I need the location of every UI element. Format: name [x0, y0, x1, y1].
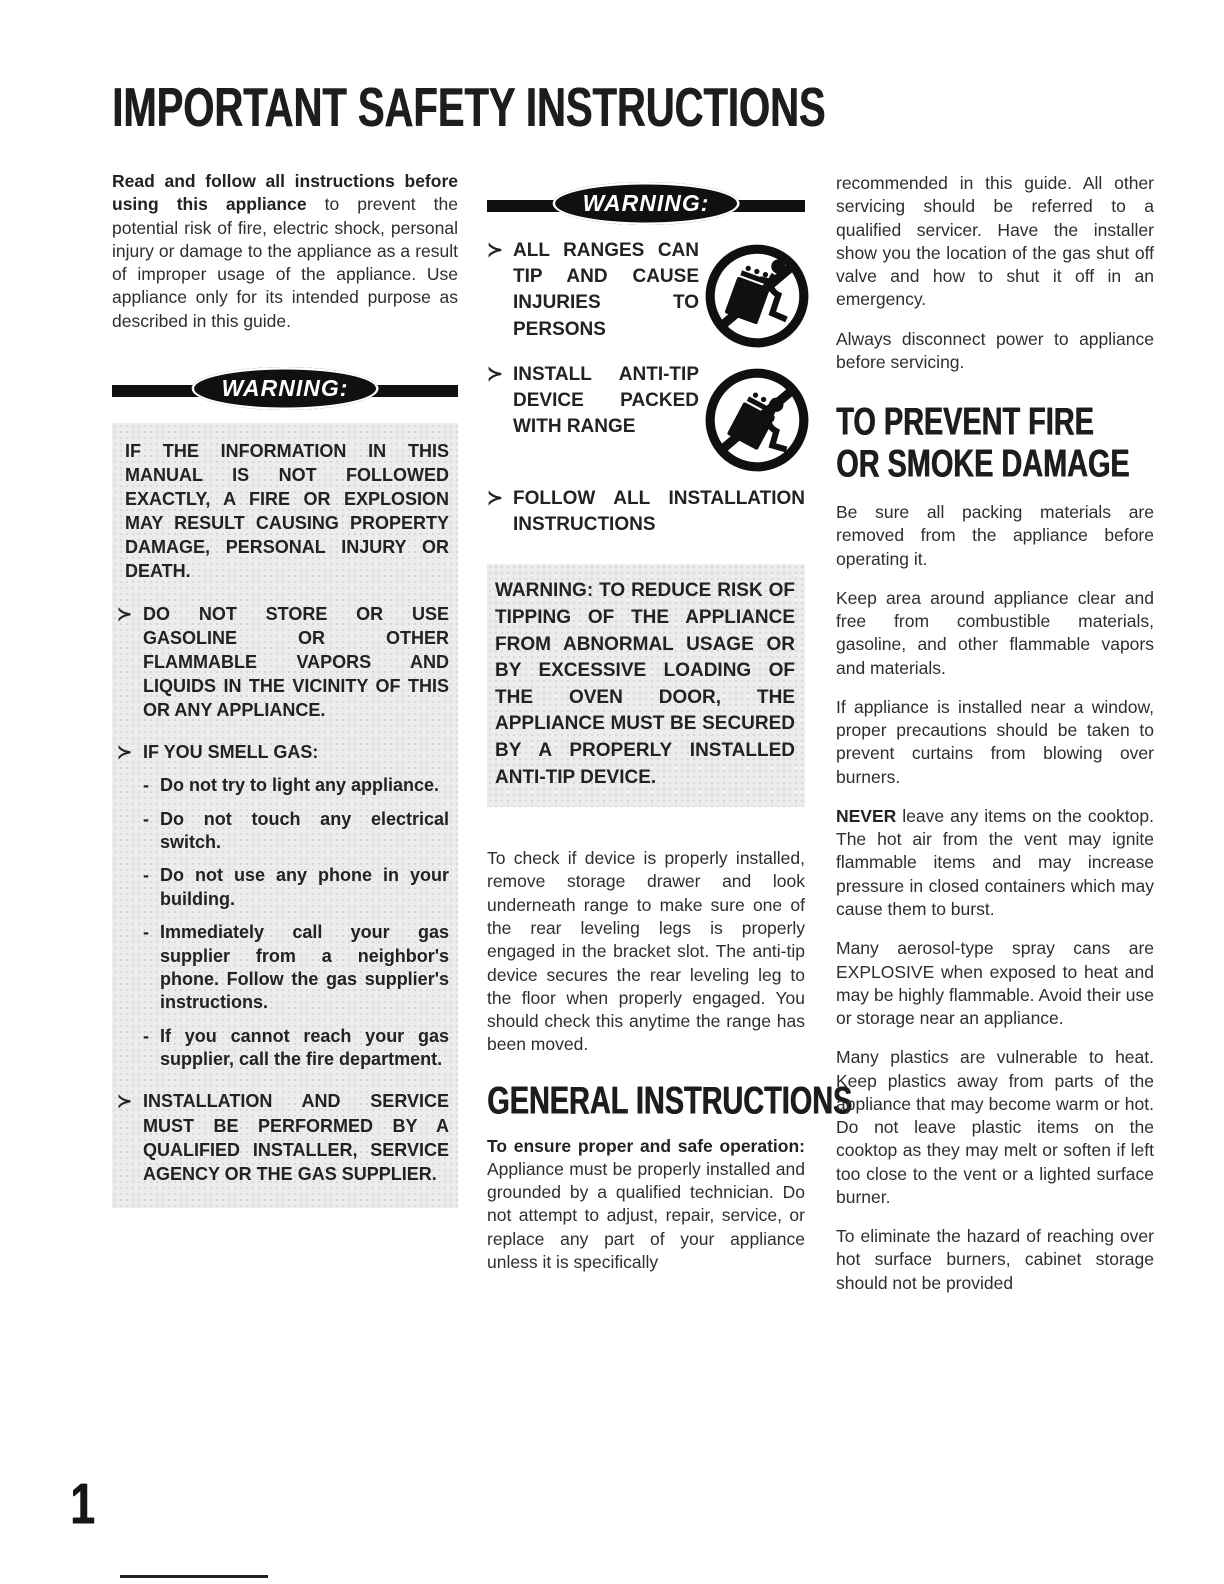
- sub-list-item: [143, 808, 449, 855]
- sub-list-item: [143, 774, 449, 797]
- never-rest: leave any items on the cooktop. The hot air from the vent may ignite flammable items and may increase pressure in closed containers which may cause them to burst.: [836, 805, 1154, 919]
- sub-list-item-text: Immediately call your gas supplier from a neighbor's phone. Follow the gas supplier's instructions.: [160, 922, 449, 1013]
- sub-list-item-text: Do not try to light any appliance.: [160, 775, 440, 796]
- column-right: [836, 172, 1154, 1311]
- dash-bullet-icon: -: [143, 808, 149, 829]
- list-item: [487, 238, 699, 343]
- dash-bullet-icon: -: [143, 922, 149, 943]
- intro-bold: Read and follow all instructions before using this appliance: [112, 171, 458, 215]
- list-item: [487, 362, 699, 441]
- section-heading-general-instructions: GENERAL INSTRUCTIONS: [487, 1078, 853, 1122]
- paragraph: [836, 805, 1154, 921]
- column-left: [112, 170, 458, 1208]
- paragraph: To eliminate the hazard of reaching over hot surface burners, cabinet storage should not be provided: [836, 1226, 1154, 1293]
- anti-tip-warning-box: WARNING: TO REDUCE RISK OF TIPPING OF THE APPLIANCE FROM ABNORMAL USAGE OR BY EXCESSIVE LOADING OF THE OVEN DOOR, THE APPLIANCE MUST BE SECURED BY A PROPERLY INSTALLED ANTI-TIP DEVICE.: [487, 564, 805, 807]
- page-title: IMPORTANT SAFETY INSTRUCTIONS: [112, 77, 826, 139]
- list-item-text: DO NOT STORE OR USE GASOLINE OR OTHER FLAMMABLE VAPORS AND LIQUIDS IN THE VICINITY OF THIS OR ANY APPLIANCE.: [143, 603, 449, 720]
- section-heading-prevent-fire: [836, 400, 1154, 483]
- warning-lead-text: IF THE INFORMATION IN THIS MANUAL IS NOT FOLLOWED EXACTLY, A FIRE OR EXPLOSION MAY RESULT CAUSING PROPERTY DAMAGE, PERSONAL INJURY OR DEATH.: [125, 440, 449, 582]
- warning-banner: [487, 182, 805, 230]
- paragraph: Keep area around appliance clear and free from combustible materials, gasoline, and other flammable vapors and materials.: [836, 587, 1154, 678]
- arrow-bullet-icon: ≻: [117, 742, 133, 763]
- paragraph: recommended in this guide. All other servicing should be referred to a qualified servicer. Have the installer show you the location of the gas shut off valve and how to shut it off in an emergency.: [836, 173, 1154, 310]
- arrow-bullet-icon: ≻: [117, 1091, 133, 1112]
- sub-list-item: [143, 1025, 449, 1072]
- dash-bullet-icon: -: [143, 775, 149, 796]
- dash-bullet-icon: -: [143, 865, 149, 886]
- sub-list-item-text: If you cannot reach your gas supplier, call the fire department.: [160, 1025, 449, 1070]
- list-item-text: INSTALL ANTI-TIP DEVICE PACKED WITH RANGE: [513, 364, 699, 438]
- list-item-text: ALL RANGES CAN TIP AND CAUSE INJURIES TO PERSONS: [513, 240, 699, 340]
- warning-banner-oval: [192, 367, 379, 410]
- arrow-bullet-icon: ≻: [487, 488, 503, 509]
- paragraph: If appliance is installed near a window, proper precautions should be taken to prevent curtains from blowing over burners.: [836, 696, 1154, 787]
- sub-list-item: [143, 864, 449, 911]
- arrow-bullet-icon: ≻: [487, 364, 503, 385]
- warning-label: WARNING:: [221, 374, 349, 401]
- ensure-paragraph: [487, 1135, 805, 1275]
- paragraph: Many aerosol-type spray cans are EXPLOSIVE when exposed to heat and may be highly flammable. Avoid their use or storage near an appliance.: [836, 938, 1154, 1029]
- sub-list: [117, 764, 449, 1071]
- ensure-bold: To ensure proper and safe operation:: [487, 1135, 805, 1156]
- warning-box-left: [112, 423, 458, 1208]
- tip-over-hazard-icon: [699, 364, 815, 476]
- page-number: 1: [70, 1473, 95, 1537]
- sub-list-item: [143, 921, 449, 1015]
- warning-label: WARNING:: [582, 190, 710, 216]
- arrow-bullet-icon: ≻: [487, 240, 503, 261]
- list-item-text: FOLLOW ALL INSTALLATION INSTRUCTIONS: [513, 488, 805, 536]
- paragraph: Many plastics are vulnerable to heat. Keep plastics away from parts of the appliance that may become warm or hot. Do not leave plastic items on the cooktop as they may melt or soften if left too close to the vent or a lighted surface burner.: [836, 1047, 1154, 1207]
- list-item: [117, 602, 449, 723]
- hazard-row: [487, 362, 805, 476]
- heading-line: OR SMOKE DAMAGE: [836, 441, 1130, 485]
- list-item: [117, 1089, 449, 1185]
- arrow-bullet-icon: ≻: [117, 603, 133, 624]
- check-device-paragraph: To check if device is properly installed, remove storage drawer and look underneath range to make sure one of the rear leveling legs is properly engaged in the bracket slot. The anti-tip device secures the rear leveling leg to the floor when properly engaged. You should check this anytime the range has been moved.: [487, 848, 805, 1055]
- intro-paragraph: [112, 170, 458, 333]
- tip-over-hazard-icon: [699, 240, 815, 352]
- paragraph: Be sure all packing materials are removed from the appliance before operating it.: [836, 502, 1154, 569]
- ensure-rest: Appliance must be properly installed and grounded by a qualified technician. Do not attempt to adjust, repair, service, or replace any part of your appliance unless it is specifically: [487, 1158, 805, 1272]
- list-item-text: IF YOU SMELL GAS:: [143, 742, 319, 763]
- list-item-text: INSTALLATION AND SERVICE MUST BE PERFORMED BY A QUALIFIED INSTALLER, SERVICE AGENCY OR THE GAS SUPPLIER.: [143, 1091, 449, 1184]
- dash-bullet-icon: -: [143, 1025, 149, 1046]
- intro-rest: to prevent the potential risk of fire, electric shock, personal injury or damage to the appliance as a result of improper usage of the appliance. Use appliance only for its intended purpose as described in this guide.: [112, 194, 458, 331]
- never-bold: NEVER: [836, 805, 897, 826]
- sub-list-item-text: Do not use any phone in your building.: [160, 865, 449, 909]
- sub-list-item-text: Do not touch any electrical switch.: [160, 808, 449, 852]
- heading-line: TO PREVENT FIRE: [836, 400, 1094, 444]
- list-item: [487, 486, 805, 538]
- hazard-row: [487, 238, 805, 352]
- footer-line: [120, 1575, 268, 1578]
- list-item: [117, 740, 449, 1071]
- column-middle: [487, 182, 853, 1290]
- paragraph: Always disconnect power to appliance before servicing.: [836, 328, 1154, 372]
- warning-banner: [112, 367, 458, 415]
- warning-banner-oval: [553, 182, 740, 225]
